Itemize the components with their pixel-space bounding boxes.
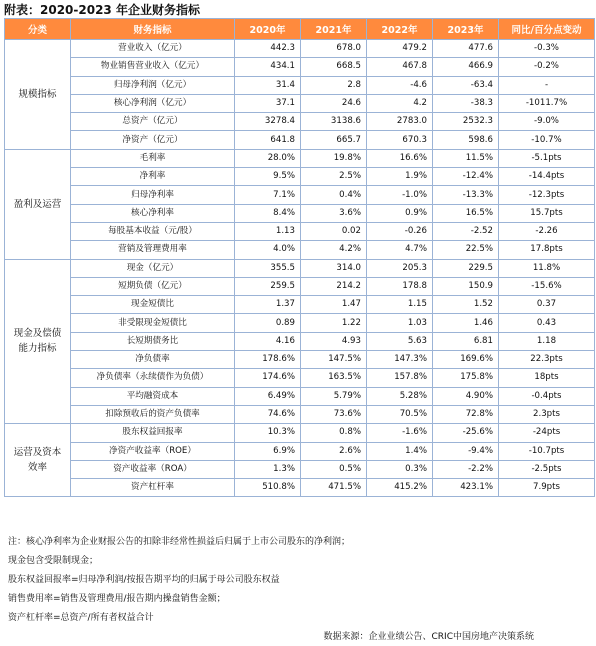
value-cell-2023: 175.8% <box>433 369 499 387</box>
value-cell-2022: 0.3% <box>367 460 433 478</box>
note-sales-expense-ratio: 销售费用率=销售及管理费用/报告期内操盘销售金额； <box>8 594 226 604</box>
value-cell-2023: 22.5% <box>433 241 499 259</box>
indicator-cell: 核心净利率 <box>71 204 235 222</box>
indicator-cell: 长短期债务比 <box>71 332 235 350</box>
table-row <box>5 479 595 497</box>
value-cell-2020: 434.1 <box>235 58 301 76</box>
header-indicator: 财务指标 <box>71 19 235 40</box>
value-cell-2022: 5.63 <box>367 332 433 350</box>
value-cell-2023: -2.52 <box>433 222 499 240</box>
value-cell-2020: 4.16 <box>235 332 301 350</box>
value-cell-2021: 5.79% <box>301 387 367 405</box>
value-cell-2022: 1.15 <box>367 296 433 314</box>
value-cell-2023: 4.90% <box>433 387 499 405</box>
value-cell-2021: 2.5% <box>301 168 367 186</box>
table-row <box>5 460 595 478</box>
table-row <box>5 259 595 277</box>
value-cell-2022: 4.7% <box>367 241 433 259</box>
change-cell: -2.26 <box>499 222 595 240</box>
change-cell: 18pts <box>499 369 595 387</box>
change-cell: 22.3pts <box>499 351 595 369</box>
value-cell-2021: 678.0 <box>301 40 367 58</box>
value-cell-2021: 314.0 <box>301 259 367 277</box>
indicator-cell: 归母净利润（亿元） <box>71 76 235 94</box>
value-cell-2020: 641.8 <box>235 131 301 149</box>
value-cell-2023: 150.9 <box>433 277 499 295</box>
value-cell-2021: 4.2% <box>301 241 367 259</box>
value-cell-2023: 11.5% <box>433 149 499 167</box>
table-row <box>5 296 595 314</box>
change-cell: 0.37 <box>499 296 595 314</box>
value-cell-2022: -4.6 <box>367 76 433 94</box>
value-cell-2020: 178.6% <box>235 351 301 369</box>
table-row <box>5 442 595 460</box>
value-cell-2021: 1.22 <box>301 314 367 332</box>
table-row <box>5 186 595 204</box>
category-cell: 盈利及运营 <box>5 149 71 259</box>
value-cell-2023: -25.6% <box>433 424 499 442</box>
change-cell: -5.1pts <box>499 149 595 167</box>
indicator-cell: 现金短债比 <box>71 296 235 314</box>
value-cell-2020: 174.6% <box>235 369 301 387</box>
value-cell-2020: 37.1 <box>235 94 301 112</box>
table-row <box>5 351 595 369</box>
value-cell-2021: 665.7 <box>301 131 367 149</box>
value-cell-2022: 16.6% <box>367 149 433 167</box>
indicator-cell: 营销及管理费用率 <box>71 241 235 259</box>
value-cell-2022: 1.03 <box>367 314 433 332</box>
change-cell: -9.0% <box>499 113 595 131</box>
note-asset-leverage: 资产杠杆率=总资产/所有者权益合计 <box>8 613 154 623</box>
value-cell-2020: 28.0% <box>235 149 301 167</box>
value-cell-2020: 1.37 <box>235 296 301 314</box>
value-cell-2022: 479.2 <box>367 40 433 58</box>
value-cell-2023: 72.8% <box>433 405 499 423</box>
value-cell-2020: 6.9% <box>235 442 301 460</box>
value-cell-2023: 169.6% <box>433 351 499 369</box>
value-cell-2023: -13.3% <box>433 186 499 204</box>
value-cell-2022: 670.3 <box>367 131 433 149</box>
note-roe-definition: 股东权益回报率=归母净利润/按报告期平均的归属于母公司股东权益 <box>8 575 280 585</box>
value-cell-2022: 2783.0 <box>367 113 433 131</box>
table-row <box>5 58 595 76</box>
change-cell: 1.18 <box>499 332 595 350</box>
header-2021: 2021年 <box>301 19 367 40</box>
value-cell-2020: 4.0% <box>235 241 301 259</box>
value-cell-2021: 2.8 <box>301 76 367 94</box>
category-cell: 运营及资本效率 <box>5 424 71 497</box>
value-cell-2022: 0.9% <box>367 204 433 222</box>
table-body <box>5 40 595 497</box>
value-cell-2020: 1.3% <box>235 460 301 478</box>
value-cell-2020: 1.13 <box>235 222 301 240</box>
value-cell-2021: 0.4% <box>301 186 367 204</box>
value-cell-2023: 1.46 <box>433 314 499 332</box>
value-cell-2020: 8.4% <box>235 204 301 222</box>
value-cell-2021: 214.2 <box>301 277 367 295</box>
value-cell-2020: 7.1% <box>235 186 301 204</box>
value-cell-2020: 0.89 <box>235 314 301 332</box>
indicator-cell: 物业销售营业收入（亿元） <box>71 58 235 76</box>
change-cell: -10.7% <box>499 131 595 149</box>
table-row <box>5 332 595 350</box>
change-cell: 0.43 <box>499 314 595 332</box>
value-cell-2021: 24.6 <box>301 94 367 112</box>
table-row <box>5 76 595 94</box>
table-row <box>5 369 595 387</box>
value-cell-2021: 3138.6 <box>301 113 367 131</box>
indicator-cell: 每股基本收益（元/股） <box>71 222 235 240</box>
value-cell-2022: -0.26 <box>367 222 433 240</box>
change-cell: -0.2% <box>499 58 595 76</box>
value-cell-2020: 510.8% <box>235 479 301 497</box>
value-cell-2022: 467.8 <box>367 58 433 76</box>
category-cell: 规模指标 <box>5 40 71 150</box>
value-cell-2021: 0.8% <box>301 424 367 442</box>
indicator-cell: 资产收益率（ROA） <box>71 460 235 478</box>
value-cell-2021: 2.6% <box>301 442 367 460</box>
value-cell-2020: 74.6% <box>235 405 301 423</box>
change-cell: -10.7pts <box>499 442 595 460</box>
value-cell-2023: 598.6 <box>433 131 499 149</box>
indicator-cell: 净负债率（永续债作为负债） <box>71 369 235 387</box>
indicator-cell: 现金（亿元） <box>71 259 235 277</box>
value-cell-2022: 70.5% <box>367 405 433 423</box>
value-cell-2020: 355.5 <box>235 259 301 277</box>
value-cell-2021: 471.5% <box>301 479 367 497</box>
value-cell-2022: 1.9% <box>367 168 433 186</box>
value-cell-2022: 4.2 <box>367 94 433 112</box>
table-row <box>5 424 595 442</box>
value-cell-2020: 6.49% <box>235 387 301 405</box>
value-cell-2021: 4.93 <box>301 332 367 350</box>
value-cell-2023: -12.4% <box>433 168 499 186</box>
financial-indicators-table <box>4 18 595 497</box>
value-cell-2023: 423.1% <box>433 479 499 497</box>
value-cell-2021: 147.5% <box>301 351 367 369</box>
value-cell-2020: 10.3% <box>235 424 301 442</box>
value-cell-2023: 1.52 <box>433 296 499 314</box>
value-cell-2020: 31.4 <box>235 76 301 94</box>
header-2022: 2022年 <box>367 19 433 40</box>
value-cell-2022: 157.8% <box>367 369 433 387</box>
table-row <box>5 40 595 58</box>
table-row <box>5 113 595 131</box>
change-cell: 2.3pts <box>499 405 595 423</box>
value-cell-2023: 229.5 <box>433 259 499 277</box>
value-cell-2023: 2532.3 <box>433 113 499 131</box>
value-cell-2022: -1.0% <box>367 186 433 204</box>
value-cell-2023: -63.4 <box>433 76 499 94</box>
value-cell-2021: 163.5% <box>301 369 367 387</box>
value-cell-2022: 1.4% <box>367 442 433 460</box>
indicator-cell: 非受限现金短债比 <box>71 314 235 332</box>
value-cell-2020: 442.3 <box>235 40 301 58</box>
indicator-cell: 核心净利润（亿元） <box>71 94 235 112</box>
header-2020: 2020年 <box>235 19 301 40</box>
change-cell: 15.7pts <box>499 204 595 222</box>
header-category: 分类 <box>5 19 71 40</box>
indicator-cell: 净资产收益率（ROE） <box>71 442 235 460</box>
indicator-cell: 股东权益回报率 <box>71 424 235 442</box>
change-cell: 17.8pts <box>499 241 595 259</box>
value-cell-2022: -1.6% <box>367 424 433 442</box>
header-yoy-change: 同比/百分点变动 <box>499 19 595 40</box>
table-row <box>5 387 595 405</box>
table-row <box>5 277 595 295</box>
table-row <box>5 149 595 167</box>
indicator-cell: 扣除预收后的资产负债率 <box>71 405 235 423</box>
indicator-cell: 净负债率 <box>71 351 235 369</box>
table-row <box>5 222 595 240</box>
table-row <box>5 314 595 332</box>
change-cell: -12.3pts <box>499 186 595 204</box>
change-cell: 11.8% <box>499 259 595 277</box>
value-cell-2023: -9.4% <box>433 442 499 460</box>
table-row <box>5 405 595 423</box>
value-cell-2023: 16.5% <box>433 204 499 222</box>
value-cell-2021: 1.47 <box>301 296 367 314</box>
value-cell-2021: 0.02 <box>301 222 367 240</box>
change-cell: -0.4pts <box>499 387 595 405</box>
value-cell-2023: -2.2% <box>433 460 499 478</box>
note-core-net-margin: 注：核心净利率为企业财报公告的扣除非经常性损益后归属于上市公司股东的净利润； <box>8 537 351 547</box>
value-cell-2022: 205.3 <box>367 259 433 277</box>
value-cell-2023: 6.81 <box>433 332 499 350</box>
note-cash: 现金包含受限制现金； <box>8 556 99 566</box>
change-cell: -14.4pts <box>499 168 595 186</box>
change-cell: - <box>499 76 595 94</box>
table-header-row <box>5 19 595 40</box>
value-cell-2022: 178.8 <box>367 277 433 295</box>
value-cell-2020: 3278.4 <box>235 113 301 131</box>
table-row <box>5 204 595 222</box>
value-cell-2022: 147.3% <box>367 351 433 369</box>
table-title: 附表：2020-2023 年企业财务指标 <box>4 3 200 17</box>
table-row <box>5 94 595 112</box>
value-cell-2020: 9.5% <box>235 168 301 186</box>
indicator-cell: 平均融资成本 <box>71 387 235 405</box>
value-cell-2022: 415.2% <box>367 479 433 497</box>
value-cell-2021: 19.8% <box>301 149 367 167</box>
change-cell: -15.6% <box>499 277 595 295</box>
change-cell: -2.5pts <box>499 460 595 478</box>
value-cell-2021: 668.5 <box>301 58 367 76</box>
change-cell: -1011.7% <box>499 94 595 112</box>
value-cell-2022: 5.28% <box>367 387 433 405</box>
value-cell-2021: 0.5% <box>301 460 367 478</box>
indicator-cell: 营业收入（亿元） <box>71 40 235 58</box>
value-cell-2023: -38.3 <box>433 94 499 112</box>
value-cell-2021: 73.6% <box>301 405 367 423</box>
value-cell-2023: 477.6 <box>433 40 499 58</box>
value-cell-2023: 466.9 <box>433 58 499 76</box>
table-row <box>5 131 595 149</box>
indicator-cell: 毛利率 <box>71 149 235 167</box>
indicator-cell: 归母净利率 <box>71 186 235 204</box>
indicator-cell: 资产杠杆率 <box>71 479 235 497</box>
value-cell-2021: 3.6% <box>301 204 367 222</box>
value-cell-2020: 259.5 <box>235 277 301 295</box>
change-cell: -0.3% <box>499 40 595 58</box>
change-cell: -24pts <box>499 424 595 442</box>
indicator-cell: 净利率 <box>71 168 235 186</box>
table-row <box>5 168 595 186</box>
change-cell: 7.9pts <box>499 479 595 497</box>
footnotes <box>4 533 594 646</box>
indicator-cell: 短期负债（亿元） <box>71 277 235 295</box>
indicator-cell: 总资产（亿元） <box>71 113 235 131</box>
data-source: 数据来源：企业业绩公告、CRIC中国房地产决策系统 <box>323 632 534 642</box>
header-2023: 2023年 <box>433 19 499 40</box>
indicator-cell: 净资产（亿元） <box>71 131 235 149</box>
category-cell: 现金及偿债能力指标 <box>5 259 71 424</box>
table-row <box>5 241 595 259</box>
